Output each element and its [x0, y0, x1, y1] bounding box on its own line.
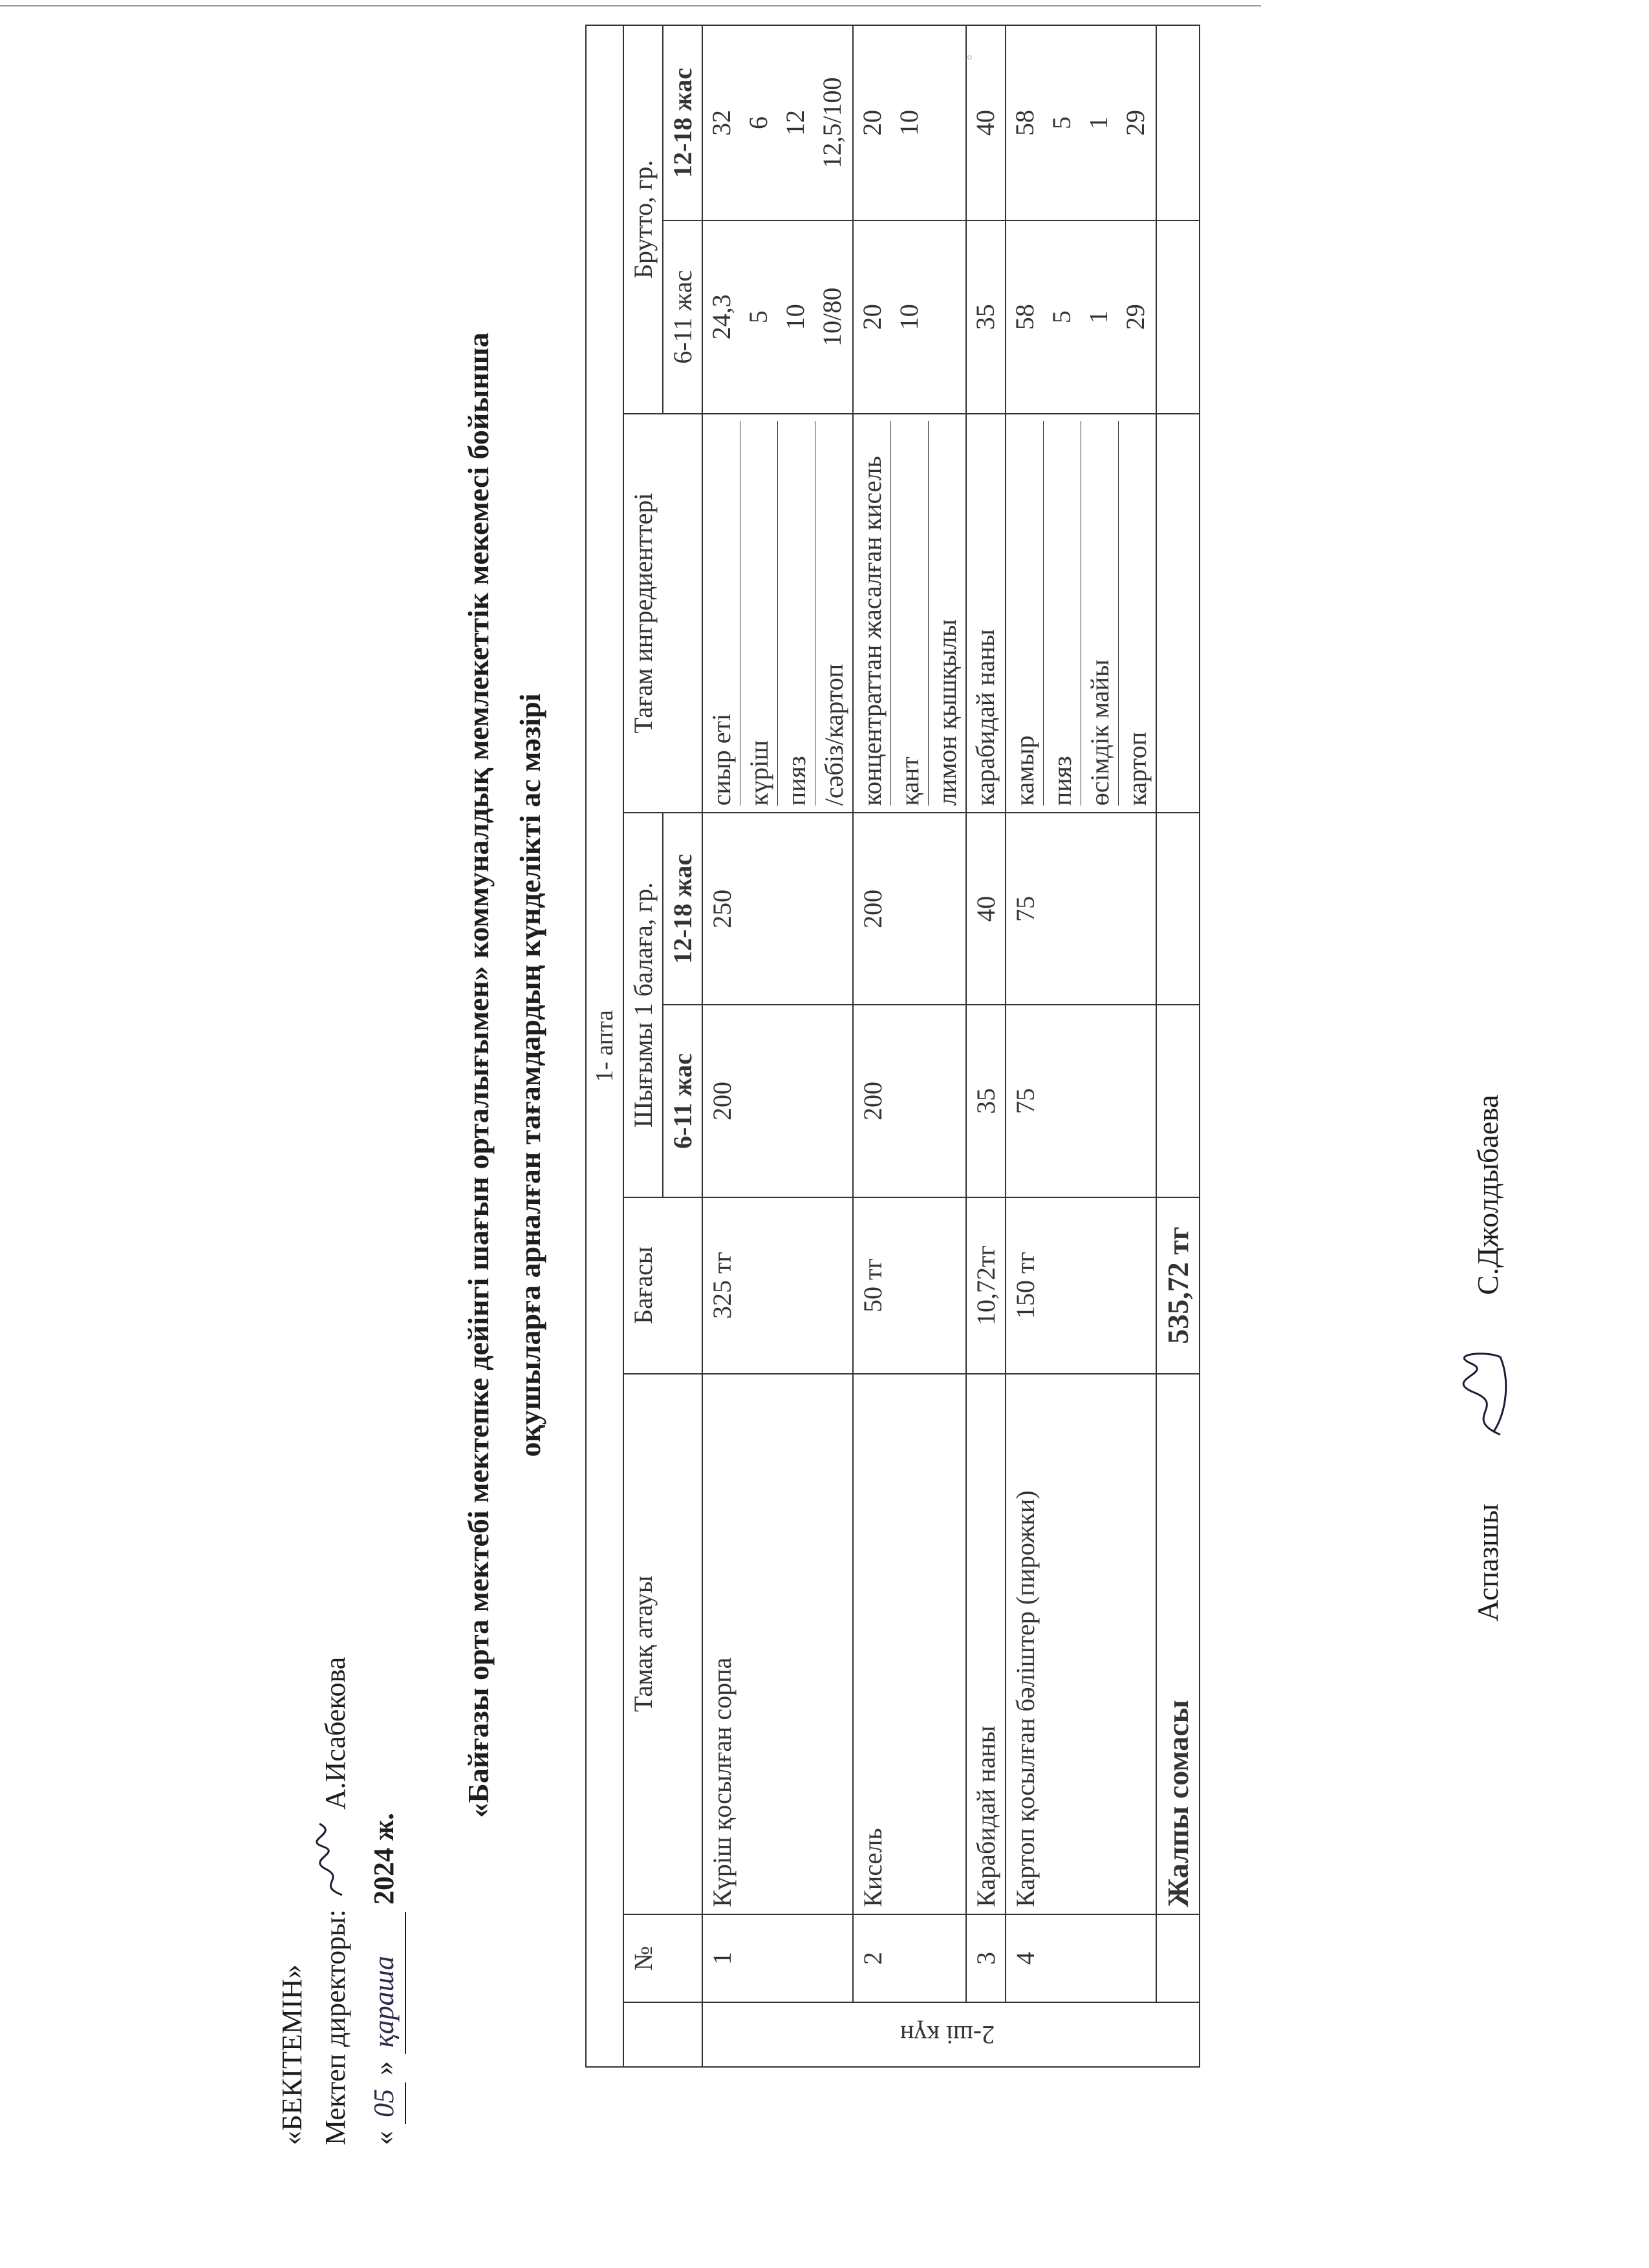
dish-price: 150 тг: [1006, 1197, 1156, 1374]
brutto-value: 58: [1010, 110, 1039, 136]
brutto-value: 12,5/100: [817, 77, 846, 169]
table-row: [966, 25, 1006, 2067]
table-row: [702, 25, 853, 2067]
ingredient-item: сиыр еті: [703, 421, 740, 806]
cook-name: С.Джолдыбаева: [1471, 1095, 1504, 1295]
total-row: [1156, 25, 1200, 2067]
brutto-header: Брутто, гр.: [623, 25, 663, 414]
brutto-value: 5: [1047, 116, 1076, 129]
total-empty-cell: [1156, 1005, 1200, 1197]
ingredient-item: камыр: [1006, 421, 1044, 806]
row-num: 1: [702, 1914, 853, 2002]
date-line: [363, 1657, 406, 2145]
brutto-age2-list: [702, 25, 853, 220]
brutto-age1-list: [1006, 220, 1156, 414]
director-line: [313, 1657, 363, 2145]
brutto-value: 35: [971, 304, 1000, 330]
brutto-value: 5: [744, 310, 773, 324]
week-label: 1- апта: [586, 25, 623, 2067]
header-row: [623, 25, 663, 2067]
brutto-age2-header: 12-18 жас: [663, 25, 702, 220]
approve-heading: «БЕКІТЕМІН»: [276, 1964, 308, 2145]
dish-price: 10,72тг: [966, 1197, 1006, 1374]
brutto-value: 12: [781, 110, 810, 136]
total-value: 535,72 тг: [1156, 1197, 1200, 1374]
cook-signature-row: [1455, 1095, 1520, 1621]
brutto-value: 6: [744, 116, 773, 129]
director-signature: [313, 1821, 363, 1898]
brutto-value: 29: [1121, 110, 1150, 136]
week-row: [586, 25, 623, 2067]
director-name: А.Исабекова: [319, 1656, 352, 1810]
qty-age2: 250: [702, 813, 853, 1005]
qty-age1: 35: [966, 1005, 1006, 1197]
total-empty-cell: [1156, 414, 1200, 813]
director-label: Мектеп директоры:: [319, 1909, 352, 2145]
scan-speck: °: [967, 52, 973, 68]
cook-label: Аспазшы: [1471, 1503, 1504, 1621]
brutto-value: 10: [894, 304, 923, 330]
brutto-value: [927, 228, 964, 407]
brutto-value: 40: [971, 110, 1000, 136]
ingredient-list: [966, 414, 1006, 813]
dish-name: Күріш қосылған сорпа: [702, 1374, 853, 1914]
qty-age1: 200: [853, 1005, 966, 1197]
ingredient-list: [1006, 414, 1156, 813]
day-cell: [702, 2002, 1200, 2067]
date-quote-open: «: [368, 2131, 400, 2145]
total-empty-cell: [1156, 220, 1200, 414]
brutto-age2-list: [966, 25, 1006, 220]
table-row: [853, 25, 966, 2067]
dish-price: 50 тг: [853, 1197, 966, 1374]
brutto-value: 20: [857, 110, 887, 136]
brutto-value: [927, 32, 964, 213]
ingredient-item: лимон қышқылы: [932, 619, 962, 806]
date-quote-close: »: [368, 2061, 400, 2075]
ingredient-list: [702, 414, 853, 813]
row-num: 2: [853, 1914, 966, 2002]
date-year: 2024 ж.: [368, 1813, 400, 1905]
ingredient-item: картоп: [1123, 731, 1152, 806]
qty-age2: 40: [966, 813, 1006, 1005]
document-title-line1: «Байғазы орта мектебі мектепке дейінгі шағын орталығымен» коммуналдық мемлекеттік мекемесі бойынша: [462, 332, 495, 1818]
brutto-value: 10: [894, 110, 923, 136]
ingredient-item: пияз: [1044, 421, 1081, 806]
qty-age1: 200: [702, 1005, 853, 1197]
brutto-age2-list: [1006, 25, 1156, 220]
ingredient-item: пияз: [778, 421, 815, 806]
day-label: 2-ші күн: [900, 2020, 995, 2049]
day-header: [623, 2002, 702, 2067]
brutto-value: 10: [781, 304, 810, 330]
brutto-age1-header: 6-11 жас: [663, 220, 702, 414]
total-label: Жалпы сомасы: [1156, 1374, 1200, 1914]
qty-age1-header: 6-11 жас: [663, 1005, 702, 1197]
brutto-age1-list: [702, 220, 853, 414]
ingredient-item: қант: [891, 421, 929, 806]
price-header: Бағасы: [623, 1197, 702, 1374]
dish-name: Кисель: [853, 1374, 966, 1914]
qty-age2-header: 12-18 жас: [663, 813, 702, 1005]
brutto-value: 1: [1084, 310, 1113, 324]
row-num: 4: [1006, 1914, 1156, 2002]
ingredient-item: /сәбіз/картоп: [819, 663, 848, 806]
document-title-line2: оқушыларға арналған тағамдардың күнделікті ас мәзірі: [513, 693, 546, 1457]
date-day: 05: [363, 2082, 406, 2124]
ingredient-item: карабидай наны: [971, 629, 1000, 806]
quantity-header: Шығымы 1 балаға, гр.: [623, 813, 663, 1197]
row-num: 3: [966, 1914, 1006, 2002]
brutto-age1-list: [853, 220, 966, 414]
brutto-age2-list: [853, 25, 966, 220]
brutto-value: 20: [857, 304, 887, 330]
cook-signature: [1455, 1347, 1520, 1438]
dish-price: 325 тг: [702, 1197, 853, 1374]
total-empty-cell: [1156, 1914, 1200, 2002]
brutto-age1-list: [966, 220, 1006, 414]
ingredients-header: Тағам ингредиенттері: [623, 414, 702, 813]
num-header: №: [623, 1914, 702, 2002]
total-empty-cell: [1156, 813, 1200, 1005]
dish-name: Картоп қосылған бәліштер (пирожки): [1006, 1374, 1156, 1914]
table-row: [1006, 25, 1156, 2067]
brutto-value: 5: [1047, 310, 1076, 324]
brutto-value: 29: [1121, 304, 1150, 330]
qty-age2: 200: [853, 813, 966, 1005]
ingredient-item: концентраттан жасалған кисель: [854, 421, 891, 806]
qty-age1: 75: [1006, 1005, 1156, 1197]
brutto-value: 32: [707, 110, 736, 136]
dish-name: Карабидай наны: [966, 1374, 1006, 1914]
total-empty-cell: [1156, 25, 1200, 220]
qty-age2: 75: [1006, 813, 1156, 1005]
ingredient-list: [853, 414, 966, 813]
approval-block: [272, 1657, 406, 2145]
brutto-value: 1: [1084, 116, 1113, 129]
brutto-value: 58: [1010, 304, 1039, 330]
brutto-value: 24,3: [707, 294, 736, 340]
name-header: Тамақ атауы: [623, 1374, 702, 1914]
menu-table: [585, 25, 1200, 2068]
brutto-value: 10/80: [817, 287, 846, 347]
ingredient-item: өсімдік майы: [1081, 421, 1119, 806]
ingredient-item: күріш: [740, 421, 778, 806]
date-month: қараша: [363, 1912, 406, 2054]
